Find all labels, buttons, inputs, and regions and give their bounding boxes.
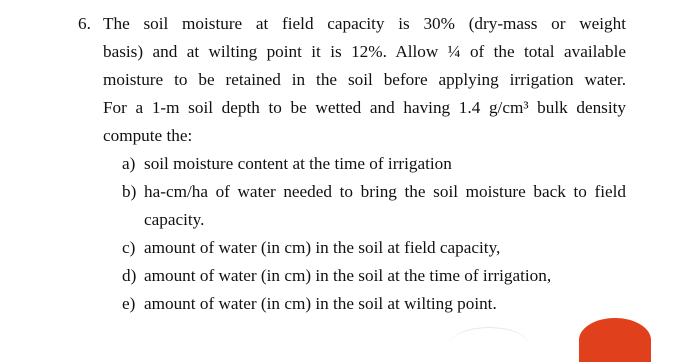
statement-line: The soil moisture at field capacity is 30% (dry-mass or weight bbox=[103, 14, 626, 33]
sub-question-d bbox=[122, 262, 626, 290]
sub-question-a bbox=[122, 150, 626, 178]
sub-question-b bbox=[122, 178, 626, 234]
corner-accent-shape bbox=[579, 318, 651, 362]
statement-line: compute the: bbox=[103, 126, 193, 145]
sub-question-label: b) bbox=[122, 182, 137, 201]
problem-statement bbox=[103, 10, 626, 150]
statement-line: basis) and at wilting point it is 12%. Allow ¼ of the total available bbox=[103, 42, 626, 61]
sub-question-label: d) bbox=[122, 266, 137, 285]
sub-question-e bbox=[122, 290, 626, 318]
sub-question-c bbox=[122, 234, 626, 262]
corner-decoration-outline bbox=[449, 327, 529, 364]
sub-question-text: amount of water (in cm) in the soil at wilting point. bbox=[144, 294, 497, 313]
sub-question-label: e) bbox=[122, 294, 136, 313]
sub-question-text: soil moisture content at the time of irrigation bbox=[144, 154, 452, 173]
sub-question-list bbox=[122, 150, 626, 318]
sub-question-label: a) bbox=[122, 154, 136, 173]
statement-line: moisture to be retained in the soil before applying irrigation water. bbox=[103, 70, 626, 89]
sub-question-text: amount of water (in cm) in the soil at field capacity, bbox=[144, 238, 501, 257]
sub-question-label: c) bbox=[122, 238, 136, 257]
sub-question-text: ha-cm/ha of water needed to bring the soil moisture back to field capacity. bbox=[144, 182, 626, 229]
sub-question-text: amount of water (in cm) in the soil at the time of irrigation, bbox=[144, 266, 552, 285]
problem-6 bbox=[78, 10, 626, 318]
problem-header bbox=[78, 10, 626, 150]
problem-number: 6. bbox=[78, 14, 91, 33]
statement-line: For a 1-m soil depth to be wetted and having 1.4 g/cm³ bulk density bbox=[103, 98, 626, 117]
